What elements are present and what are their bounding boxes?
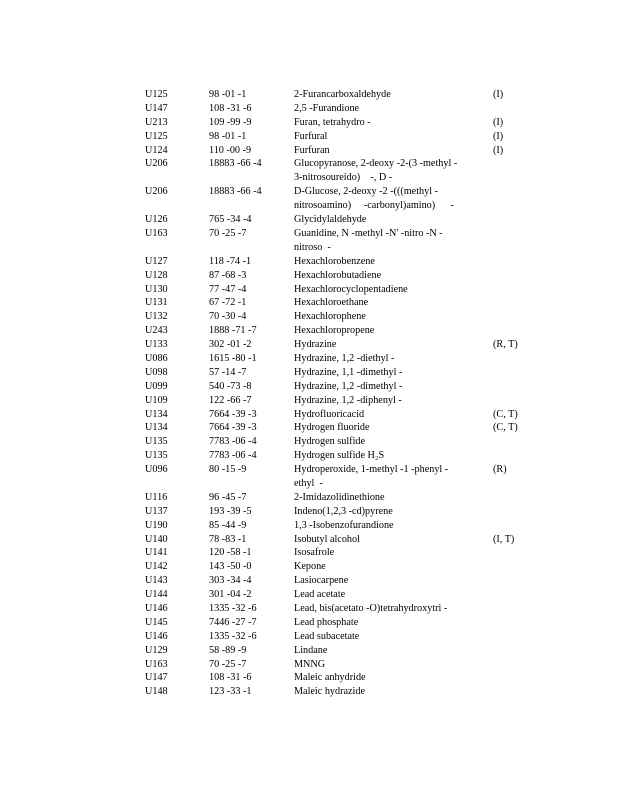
substance-name: Kepone: [294, 561, 326, 573]
cas-number: 70 -25 -7: [209, 658, 247, 670]
waste-code: U124: [145, 144, 168, 156]
substance-name: Hexachloropropene: [294, 325, 375, 337]
table-row: [0, 630, 618, 644]
table-row: [0, 533, 618, 547]
substance-name: Lead, bis(acetato -O)tetrahydroxytri -: [294, 603, 448, 615]
hazard-code: (I): [493, 89, 504, 100]
cas-number: 302 -01 -2: [209, 339, 252, 351]
substance-name: Hexachlorophene: [294, 311, 366, 323]
cas-number: 18883 -66 -4: [209, 186, 262, 198]
substance-name: Maleic anhydride: [294, 672, 366, 684]
waste-code: U096: [145, 464, 168, 476]
table-row: [0, 394, 618, 408]
cas-number: 122 -66 -7: [209, 394, 252, 406]
substance-name: Guanidine, N -methyl -N' -nitro -N -: [294, 227, 443, 239]
cas-number: 7446 -27 -7: [209, 616, 257, 628]
substance-name-continuation: nitroso -: [294, 241, 331, 253]
substance-name: Indeno(1,2,3 -cd)pyrene: [294, 505, 393, 517]
cas-number: 58 -89 -9: [209, 644, 247, 656]
table-row: [0, 269, 618, 283]
table-row: [0, 338, 618, 352]
waste-code: U135: [145, 450, 168, 462]
cas-number: 96 -45 -7: [209, 491, 247, 503]
cas-number: 123 -33 -1: [209, 686, 252, 698]
substance-name: Hydrogen fluoride: [294, 422, 370, 434]
waste-code: U134: [145, 422, 168, 434]
waste-code: U140: [145, 533, 168, 545]
substance-name: Lead acetate: [294, 589, 346, 601]
cas-number: 87 -68 -3: [209, 269, 247, 281]
substance-name: Lead subacetate: [294, 630, 360, 642]
waste-code: U148: [145, 686, 168, 698]
substance-name: Glucopyranose, 2-deoxy -2-(3 -methyl -: [294, 158, 458, 170]
cas-number: 57 -14 -7: [209, 366, 247, 378]
waste-code: U213: [145, 116, 168, 128]
table-row: [0, 227, 618, 255]
table-row: [0, 644, 618, 658]
substance-name-continuation: 3-nitrosoureido) -, D -: [294, 172, 393, 184]
substance-name: Maleic hydrazide: [294, 686, 365, 698]
cas-number: 193 -39 -5: [209, 505, 252, 517]
table-row: [0, 463, 618, 491]
substance-name: 2-Imidazolidinethione: [294, 491, 385, 503]
table-row: [0, 352, 618, 366]
cas-number: 70 -30 -4: [209, 311, 247, 323]
waste-code: U128: [145, 269, 168, 281]
waste-code: U144: [145, 589, 168, 601]
waste-code: U125: [145, 89, 168, 100]
table-row: [0, 157, 618, 185]
cas-number: 1888 -71 -7: [209, 325, 257, 337]
waste-code: U146: [145, 630, 168, 642]
substance-name: 2,5 -Furandione: [294, 102, 360, 114]
waste-code: U137: [145, 505, 168, 517]
substance-name: Hexachlorocyclopentadiene: [294, 283, 408, 295]
hazard-code: (R, T): [493, 339, 518, 351]
cas-number: 303 -34 -4: [209, 575, 252, 587]
waste-code: U099: [145, 380, 168, 392]
substance-name: Hexachlorobutadiene: [294, 269, 382, 281]
substance-name: Lead phosphate: [294, 616, 359, 628]
substance-name: Hydrazine, 1,2 -diphenyl -: [294, 394, 402, 406]
table-row: [0, 435, 618, 449]
table-row: [0, 102, 618, 116]
substance-name: Furfuran: [294, 144, 330, 156]
cas-number: 108 -31 -6: [209, 102, 252, 114]
substance-name: Isobutyl alcohol: [294, 533, 360, 545]
substance-name: Hydrazine, 1,2 -dimethyl -: [294, 380, 403, 392]
table-row: [0, 658, 618, 672]
waste-code: U130: [145, 283, 168, 295]
substance-name: Hydroperoxide, 1-methyl -1 -phenyl -: [294, 464, 449, 476]
waste-code: U116: [145, 491, 168, 503]
table-row: [0, 213, 618, 227]
cas-number: 98 -01 -1: [209, 89, 247, 100]
hazard-code: (C, T): [493, 422, 518, 434]
table-row: [0, 574, 618, 588]
substance-name: Hydrazine, 1,2 -diethyl -: [294, 352, 395, 364]
table-row: [0, 505, 618, 519]
substance-name: Lindane: [294, 644, 328, 656]
waste-code: U147: [145, 672, 168, 684]
cas-number: 7664 -39 -3: [209, 408, 257, 420]
cas-number: 143 -50 -0: [209, 561, 252, 573]
waste-code-table: [0, 88, 618, 699]
cas-number: 1335 -32 -6: [209, 630, 257, 642]
waste-code: U086: [145, 352, 168, 364]
waste-code: U142: [145, 561, 168, 573]
cas-number: 67 -72 -1: [209, 297, 247, 309]
table-row: [0, 602, 618, 616]
waste-code: U146: [145, 603, 168, 615]
cas-number: 301 -04 -2: [209, 589, 252, 601]
waste-code: U141: [145, 547, 168, 559]
table-row: [0, 408, 618, 422]
hazard-code: (I): [493, 116, 504, 128]
waste-code: U163: [145, 227, 168, 239]
substance-name-continuation: ethyl -: [294, 477, 323, 489]
substance-name: Hydrogen sulfide: [294, 436, 366, 448]
table-row: [0, 560, 618, 574]
table-row: [0, 616, 618, 630]
substance-name: Hexachlorobenzene: [294, 255, 375, 267]
table-row: [0, 185, 618, 213]
substance-name: Hydrazine, 1,1 -dimethyl -: [294, 366, 403, 378]
waste-code: U132: [145, 311, 168, 323]
waste-code: U206: [145, 186, 168, 198]
hazard-code: (I): [493, 144, 504, 156]
substance-name-continuation: nitrosoamino) -carbonyl)amino) -: [294, 200, 454, 212]
cas-number: 80 -15 -9: [209, 464, 247, 476]
cas-number: 110 -00 -9: [209, 144, 252, 156]
table-row: [0, 310, 618, 324]
cas-number: 7783 -06 -4: [209, 436, 257, 448]
cas-number: 78 -83 -1: [209, 533, 247, 545]
table-row: [0, 449, 618, 463]
waste-code: U147: [145, 102, 168, 114]
waste-code: U190: [145, 519, 168, 531]
cas-number: 118 -74 -1: [209, 255, 252, 267]
hazard-code: (R): [493, 464, 507, 476]
substance-name: Hexachloroethane: [294, 297, 369, 309]
substance-name: 1,3 -Isobenzofurandione: [294, 519, 394, 531]
waste-code: U206: [145, 158, 168, 170]
substance-name: D-Glucose, 2-deoxy -2 -(((methyl -: [294, 186, 438, 198]
waste-code: U243: [145, 325, 168, 337]
waste-code: U131: [145, 297, 168, 309]
substance-name: Lasiocarpene: [294, 575, 349, 587]
table-row: [0, 671, 618, 685]
cas-number: 7664 -39 -3: [209, 422, 257, 434]
table-row: [0, 685, 618, 699]
table-row: [0, 491, 618, 505]
table-row: [0, 144, 618, 158]
waste-code: U129: [145, 644, 168, 656]
table-row: [0, 421, 618, 435]
waste-code: U145: [145, 616, 168, 628]
table-row: [0, 366, 618, 380]
substance-name: Hydrazine: [294, 339, 337, 351]
hazard-code: (I, T): [493, 533, 515, 545]
table-row: [0, 324, 618, 338]
waste-code: U125: [145, 130, 168, 142]
substance-name: Furfural: [294, 130, 328, 142]
cas-number: 108 -31 -6: [209, 672, 252, 684]
waste-code: U126: [145, 214, 168, 226]
waste-code: U134: [145, 408, 168, 420]
substance-name: MNNG: [294, 658, 326, 670]
table-row: [0, 116, 618, 130]
cas-number: 765 -34 -4: [209, 214, 252, 226]
cas-number: 77 -47 -4: [209, 283, 247, 295]
cas-number: 85 -44 -9: [209, 519, 247, 531]
substance-name: Hydrofluoricacid: [294, 408, 365, 420]
table-row: [0, 546, 618, 560]
cas-number: 1335 -32 -6: [209, 603, 257, 615]
waste-code: U163: [145, 658, 168, 670]
waste-code: U098: [145, 366, 168, 378]
table-row: [0, 88, 618, 102]
cas-number: 98 -01 -1: [209, 130, 247, 142]
table-row: [0, 296, 618, 310]
substance-name: Hydrogen sulfide H₂S: [294, 450, 385, 462]
waste-code: U127: [145, 255, 168, 267]
substance-name: 2-Furancarboxaldehyde: [294, 89, 391, 100]
cas-number: 109 -99 -9: [209, 116, 252, 128]
cas-number: 70 -25 -7: [209, 227, 247, 239]
cas-number: 18883 -66 -4: [209, 158, 262, 170]
table-row: [0, 588, 618, 602]
table-row: [0, 130, 618, 144]
cas-number: 7783 -06 -4: [209, 450, 257, 462]
waste-code: U135: [145, 436, 168, 448]
waste-code: U133: [145, 339, 168, 351]
substance-name: Furan, tetrahydro -: [294, 116, 371, 128]
table-row: [0, 380, 618, 394]
cas-number: 540 -73 -8: [209, 380, 252, 392]
substance-name: Isosafrole: [294, 547, 335, 559]
table-row: [0, 283, 618, 297]
table-row: [0, 255, 618, 269]
substance-name: Glycidylaldehyde: [294, 214, 367, 226]
table-row: [0, 519, 618, 533]
waste-code: U109: [145, 394, 168, 406]
hazard-code: (I): [493, 130, 504, 142]
cas-number: 1615 -80 -1: [209, 352, 257, 364]
cas-number: 120 -58 -1: [209, 547, 252, 559]
waste-code: U143: [145, 575, 168, 587]
hazard-code: (C, T): [493, 408, 518, 420]
